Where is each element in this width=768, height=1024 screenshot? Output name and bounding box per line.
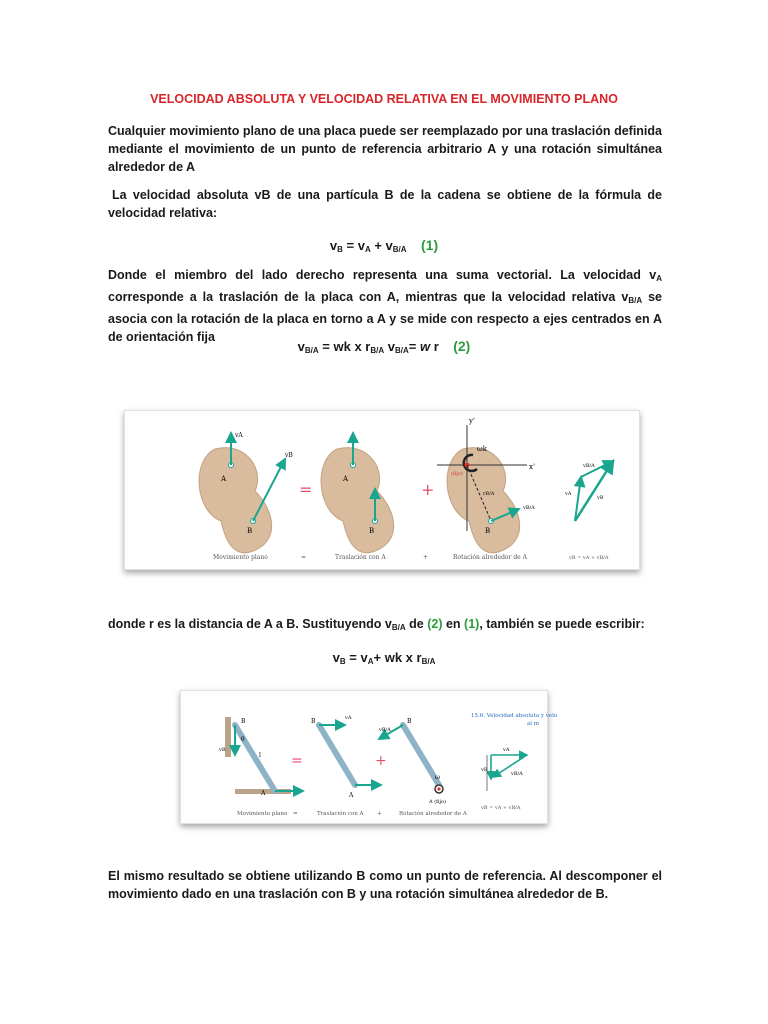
equation-3: $v_B = v_A+$ wk x $r_{B/A}$ [332, 650, 436, 666]
fig1-plate2-label-a: A [343, 475, 349, 483]
paragraph-substitution: donde r es la distancia de A a B. Sustituyendo $v_{B/A}$ de (2) en (1), también se puede escribir: [108, 617, 645, 632]
fig1-label-vba: vB/A [523, 505, 535, 511]
fig1-caption-translation: Traslación con A [335, 554, 386, 561]
fig1-plus-sign: + [421, 480, 435, 499]
fig2-caption-equals: = [293, 811, 298, 817]
fig2-label-theta: θ [241, 736, 245, 743]
figure-rod-motion [180, 690, 558, 824]
fig2-caption-plus: + [377, 811, 382, 817]
fig2-triangle-label-vb: vB [481, 767, 488, 773]
fig1-caption-plus: + [423, 554, 429, 561]
fig2-label-omega: ω [435, 774, 440, 781]
fig2-rod2-label-b: B [311, 718, 316, 725]
fig2-label-l: l [259, 752, 261, 759]
figure-plane-motion [124, 410, 640, 570]
paragraph-intro: Cualquier movimiento plano de una placa puede ser reemplazado por una traslación definida mediante el movimiento de un punto de referencia arbitrario A y una rotación simultánea alrededor de A [108, 124, 662, 174]
fig2-plus-sign: + [375, 753, 387, 769]
fig2-rod3-label-b: B [407, 718, 412, 725]
figure-plane-motion-drawing [125, 411, 639, 569]
fig1-triangle-label-vb: vB [597, 495, 604, 501]
fig1-label-fijo: (fijo) [451, 471, 463, 477]
fig2-rod2-label-a: A [349, 792, 354, 799]
fig2-header: 15.6. Velocidad absoluta y velo [471, 713, 558, 719]
fig1-label-b: B [247, 527, 253, 535]
fig1-caption-vector-sum: vB = vA + vB/A [569, 555, 609, 561]
fig2-triangle-label-vba: vB/A [511, 771, 523, 777]
fig1-label-wk: ωk [477, 445, 487, 453]
fig1-label-vb: vB [285, 452, 293, 459]
fig2-caption-translation: Traslación con A [317, 811, 364, 817]
fig2-equals-sign: = [291, 753, 303, 769]
fig2-caption-vector-sum: vB = vA + vB/A [481, 805, 521, 811]
fig1-label-y: y' [469, 417, 475, 425]
plate-1-shape [199, 448, 272, 553]
fig1-label-rba: rB/A [483, 491, 495, 497]
equation-2: $v_{B/A}$ = wk x $r_{B/A}$ $v_{B/A}= w$ r (2) [297, 338, 471, 355]
fig2-label-vb: vB [219, 747, 226, 753]
fig1-triangle-label-vba: vB/A [583, 463, 595, 469]
fig1-label-va: vA [235, 432, 243, 439]
fig1-label-a: A [221, 475, 227, 483]
fig1-caption-equals: = [301, 554, 307, 561]
equation-1: $v_B = v_A + v_{B/A}$ (1) [329, 237, 439, 254]
plate-3-shape [447, 448, 520, 553]
fig1-equals-sign: = [299, 480, 313, 499]
fig1-plate3-label-b: B [485, 527, 491, 535]
fig2-caption-rotation: Rotación alrededor de A [399, 811, 467, 817]
plate-2-shape [321, 448, 394, 553]
paragraph-absolute-velocity: La velocidad absoluta vB de una partícula B de la cadena se obtiene de la fórmula de velocidad relativa: [108, 188, 662, 220]
fig1-plate2-label-b: B [369, 527, 375, 535]
fig2-label-a: A [261, 790, 266, 797]
fig1-caption-plane-motion: Movimiento plano [213, 554, 268, 561]
figure-rod-motion-drawing [181, 691, 558, 823]
fig1-triangle-label-va: vA [565, 491, 572, 497]
fig1-caption-rotation: Rotación alrededor de A [453, 554, 527, 561]
fig2-header-2: al m [527, 721, 540, 727]
paragraph-vector-sum: Donde el miembro del lado derecho representa una suma vectorial. La velocidad $v_A$ corresponde a la traslación de la placa con A, mientras que la velocidad relativa $v_{B/A}$ se asocia con la rotación de la placa en torno a A y se mide con respecto a ejes centrados en A de orientación fija [108, 268, 662, 344]
fig2-rod3-label-vba: vB/A [379, 727, 391, 733]
fig2-label-b: B [241, 718, 246, 725]
fig2-label-fijo: A (fijo) [429, 799, 446, 805]
paragraph-reference-b: El mismo resultado se obtiene utilizando B como un punto de referencia. Al descomponer el movimiento dado en una traslación con B y una rotación simultánea alrededor de B. [108, 869, 662, 901]
fig2-caption-plane-motion: Movimiento plano [237, 811, 288, 817]
fig2-rod2-label-va: vA [345, 715, 352, 721]
fig1-label-x: x' [529, 463, 535, 471]
fig2-triangle-label-va: vA [503, 747, 510, 753]
page-title: VELOCIDAD ABSOLUTA Y VELOCIDAD RELATIVA EN EL MOVIMIENTO PLANO [150, 92, 618, 106]
